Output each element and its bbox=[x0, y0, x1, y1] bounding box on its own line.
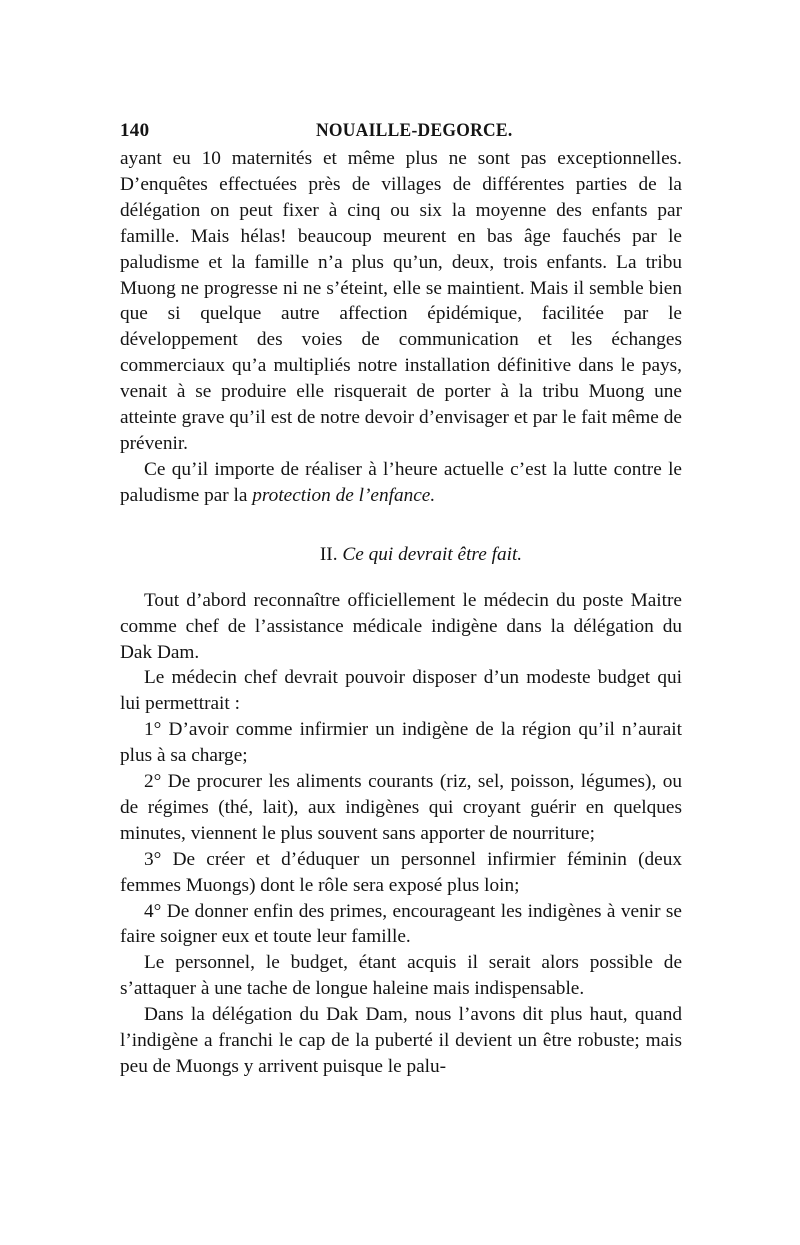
page bbox=[120, 110, 682, 1080]
paragraph-2-text: Ce qu’il importe de réaliser à l’heure actuelle c’est la lutte contre le paludisme par la bbox=[120, 458, 682, 506]
paragraph-6: Dans la délégation du Dak Dam, nous l’avons dit plus haut, quand l’indigène a franchi le cap de la puberté il devient un être robuste; mais peu de Muongs y arrivent puisque le palu- bbox=[120, 1004, 682, 1077]
text-block-1 bbox=[120, 146, 682, 509]
running-head bbox=[120, 110, 682, 146]
text-block-2 bbox=[120, 588, 682, 1080]
paragraph-2-italic: protection de l’enfance. bbox=[252, 484, 436, 506]
paragraph-4: Le médecin chef devrait pouvoir disposer d’un modeste budget qui lui permettrait : bbox=[120, 667, 682, 715]
running-title: NOUAILLE-DEGORCE. bbox=[316, 120, 513, 141]
list-item-4: 4° De donner enfin des primes, encourageant les indigènes à venir se faire soigner eux et toute leur famille. bbox=[120, 900, 682, 948]
paragraph-2 bbox=[120, 457, 682, 509]
list-item-1: 1° D’avoir comme infirmier un indigène de la région qu’il n’aurait plus à sa charge; bbox=[120, 719, 682, 767]
section-title: Ce qui devrait être fait. bbox=[342, 543, 523, 565]
section-heading bbox=[160, 542, 682, 568]
paragraph-5: Le personnel, le budget, étant acquis il serait alors possible de s’attaquer à une tache de longue haleine mais indispensable. bbox=[120, 952, 682, 1000]
paragraph-3: Tout d’abord reconnaître officiellement le médecin du poste Maitre comme chef de l’assistance médicale indigène dans la délégation du Dak Dam. bbox=[120, 589, 682, 663]
page-number: 140 bbox=[120, 120, 150, 141]
paragraph-1: ayant eu 10 maternités et même plus ne sont pas exceptionnelles. D’enquêtes effectuées près de villages de différentes parties de la délégation on peut fixer à cinq ou six la moyenne des enfants par famille. Mais hélas! beaucoup meurent en bas âge fauchés par le paludisme et la famille n’a plus qu’un, deux, trois enfants. La tribu Muong ne progresse ni ne s’éteint, elle se maintient. Mais il semble bien que si quelque autre affection épidémique, facilitée par le développement des voies de communication et les échanges commerciaux qu’a multipliés notre installation définitive dans le pays, venait à se produire elle risquerait de porter à la tribu Muong une atteinte grave qu’il est de notre devoir d’envisager et par le fait même de prévenir. bbox=[120, 148, 682, 454]
list-item-2: 2° De procurer les aliments courants (riz, sel, poisson, légumes), ou de régimes (thé, lait), aux indigènes qui croyant guérir en quelques minutes, viennent le plus souvent sans apporter de nourriture; bbox=[120, 771, 682, 844]
list-item-3: 3° De créer et d’éduquer un personnel infirmier féminin (deux femmes Muongs) dont le rôle sera exposé plus loin; bbox=[120, 848, 682, 896]
section-number: II. bbox=[319, 543, 338, 565]
